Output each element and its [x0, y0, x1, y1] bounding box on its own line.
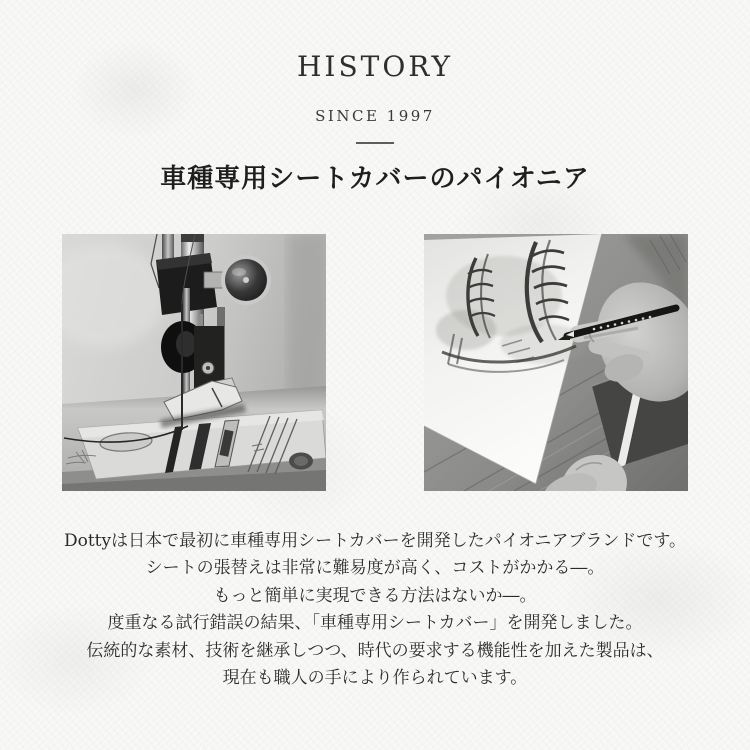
catchcopy-heading: 車種専用シートカバーのパイオニア: [160, 163, 590, 194]
photo-row: [0, 234, 750, 491]
sewing-machine-illustration: [62, 234, 326, 491]
hand-sketching-photo: [424, 234, 688, 491]
story-line: 現在も職人の手により作られています。: [222, 668, 528, 689]
story-line: もっと簡単に実現できる方法はないか―。: [213, 585, 537, 606]
story-line: Dottyは日本で最初に車種専用シートカバーを開発したパイオニアブランドです。: [63, 530, 687, 551]
brand-story-paragraph: [0, 528, 750, 693]
sewing-machine-photo: [62, 234, 326, 491]
story-line: 度重なる試行錯誤の結果、「車種専用シートカバー」を開発しました。: [107, 613, 643, 634]
section-subtitle: SINCE 1997: [315, 106, 435, 125]
section-title: HISTORY: [297, 50, 453, 83]
hand-sketching-illustration: [424, 234, 688, 491]
history-header: [0, 50, 750, 144]
story-line: シートの張替えは非常に難易度が高く、コストがかかる―。: [145, 558, 605, 579]
header-divider-line: [356, 142, 394, 144]
story-line: 伝統的な素材、技術を継承しつつ、時代の要求する機能性を加えた製品は、: [86, 640, 664, 661]
